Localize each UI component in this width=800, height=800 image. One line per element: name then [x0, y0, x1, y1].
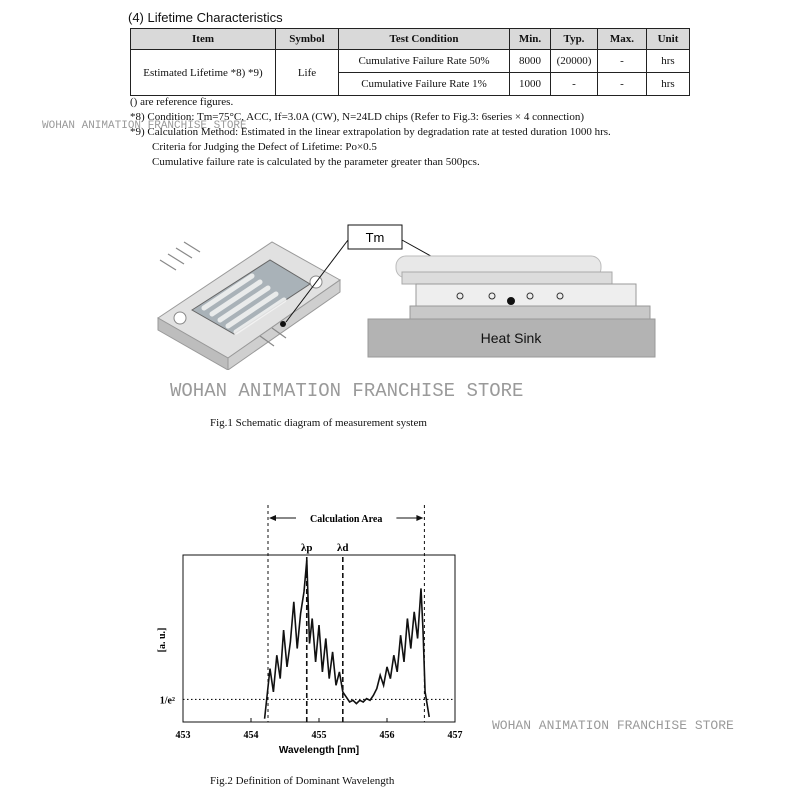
note-9: *9) Calculation Method: Estimated in the linear extrapolation by degradation rate at tested duration 1000 hrs.	[130, 126, 611, 138]
item-cell: Estimated Lifetime *8) *9)	[131, 50, 276, 96]
lambda-d-label: λd	[337, 542, 349, 554]
heat-sink-label: Heat Sink	[480, 330, 542, 346]
fig1-caption: Fig.1 Schematic diagram of measurement system	[210, 417, 427, 429]
table-row	[131, 50, 690, 73]
x-tick-label: 456	[379, 730, 395, 741]
header-max: Max.	[598, 29, 647, 50]
plot-frame	[183, 555, 455, 722]
min-cell: 1000	[510, 73, 551, 96]
lambda-p-label: λp	[300, 542, 313, 554]
x-tick-label: 454	[243, 730, 259, 741]
ld-package-illustration	[158, 242, 340, 370]
header-item: Item	[131, 29, 276, 50]
watermark-middle: WOHAN ANIMATION FRANCHISE STORE	[170, 380, 524, 402]
note-cumulative: Cumulative failure rate is calculated by the parameter greater than 500pcs.	[152, 156, 480, 168]
unit-cell: hrs	[647, 73, 690, 96]
note-reference: () are reference figures.	[130, 96, 234, 108]
header-min: Min.	[510, 29, 551, 50]
calc-area-arrowhead-right	[416, 515, 423, 521]
watermark-top: WOHAN ANIMATION FRANCHISE STORE	[42, 120, 247, 132]
note-criteria: Criteria for Judging the Defect of Lifetime: Po×0.5	[152, 141, 377, 153]
tm-label: Tm	[365, 230, 385, 245]
spectrum-series	[265, 560, 430, 719]
max-cell: -	[598, 50, 647, 73]
section-title: (4) Lifetime Characteristics	[128, 10, 283, 25]
condition-cell: Cumulative Failure Rate 50%	[339, 50, 510, 73]
lifetime-table	[130, 28, 690, 96]
symbol-cell: Life	[276, 50, 339, 96]
header-unit: Unit	[647, 29, 690, 50]
note-8: *8) Condition: Tm=75°C, ACC, If=3.0A (CW), N=24LD chips (Refer to Fig.3: 6series × 4 connection)	[130, 111, 584, 123]
x-tick-label: 457	[447, 730, 463, 741]
condition-cell: Cumulative Failure Rate 1%	[339, 73, 510, 96]
y-axis-label: [a. u.]	[157, 627, 168, 653]
calculation-area-label: Calculation Area	[310, 514, 383, 525]
x-axis-label: Wavelength [nm]	[278, 745, 360, 756]
spectrum-chart	[140, 495, 480, 760]
watermark-bottom: WOHAN ANIMATION FRANCHISE STORE	[492, 718, 734, 733]
calc-area-arrowhead-left	[269, 515, 276, 521]
typ-cell: (20000)	[551, 50, 598, 73]
fig2-caption: Fig.2 Definition of Dominant Wavelength	[210, 775, 395, 787]
fig1-schematic	[140, 200, 670, 370]
x-tick-label: 455	[311, 730, 327, 741]
threshold-label: 1/e²	[159, 695, 175, 707]
typ-cell: -	[551, 73, 598, 96]
header-typ: Typ.	[551, 29, 598, 50]
header-symbol: Symbol	[276, 29, 339, 50]
header-test-condition: Test Condition	[339, 29, 510, 50]
min-cell: 8000	[510, 50, 551, 73]
unit-cell: hrs	[647, 50, 690, 73]
max-cell: -	[598, 73, 647, 96]
table-header-row	[131, 29, 690, 50]
x-tick-label: 453	[175, 730, 191, 741]
